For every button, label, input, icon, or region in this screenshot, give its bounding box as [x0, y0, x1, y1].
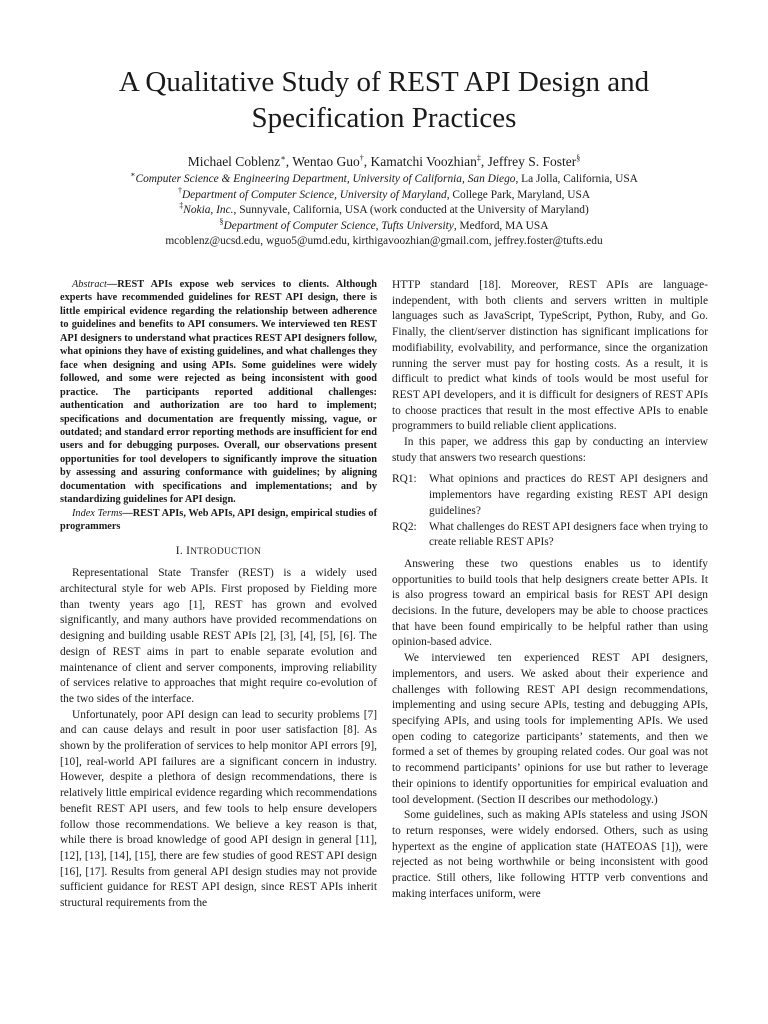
affiliation-1: [0, 172, 768, 188]
affiliation-2: [0, 185, 768, 204]
affiliation-place: , Medford, MA USA: [453, 219, 549, 232]
rq-text: What challenges do REST API designers face when trying to create reliable REST APIs?: [429, 520, 708, 549]
paragraph: Representational State Transfer (REST) is a widely used architectural style for web APIs. First proposed by Fielding more than twenty years ago [1], REST has grown and evolved significantly, and many authors have provided recommendations on designing and building usable REST APIs [2], [3], [4], [5], [6]. The design of REST aims in part to enable separate evolution and maintenance of client and server components, improving reliability of services relative to approaches that might require co-evolution of the two sides of the interface.: [60, 567, 377, 705]
affiliation-mark: †: [177, 185, 182, 195]
left-column: [60, 278, 377, 912]
author-list: Michael Coblenz∗, Wentao Guo†, Kamatchi Voozhian‡, Jeffrey S. Foster§: [187, 153, 581, 169]
section-initial: I: [186, 544, 191, 557]
abstract-text: —REST APIs expose web services to clients. Although experts have recommended guidelines for REST API design, there is little empirical evidence regarding the relationship between adherence to guidelines and benefits to API consumers. We interviewed ten REST API designers to understand what practices REST API designers follow, what opinions they have of existing guidelines, and what challenges they face when designing and using APIs. Some guidelines were widely followed, and some were rejected as being inconsistent with good practice. The participants reported additional challenges: authentication and authorization are too hard to implement; specifications and documentation are frequently missing, vague, or outdated; and standard error reporting methods are insufficient for end users and for debugging purposes. Overall, our observations present opportunities for tool developers to significantly improve the situation by assessing and assuring conformance with guidelines; by aligning documentation with specifications and implementations; and by standardizing guidelines for API design.: [60, 279, 377, 506]
index-terms-text: —REST APIs, Web APIs, API design, empirical studies of programmers: [60, 507, 377, 533]
affiliation-place: , Sunnyvale, California, USA (work conducted at the University of Maryland): [233, 204, 589, 217]
paragraph: In this paper, we address this gap by conducting an interview study that answers two research questions:: [392, 436, 708, 464]
index-terms: [60, 507, 377, 534]
author-mark: ∗: [280, 153, 286, 163]
author-mark: †: [359, 153, 364, 163]
research-question-1: [392, 472, 708, 519]
paragraph: Unfortunately, poor API design can lead to security problems [7] and can cause delays and result in poor user satisfaction [8]. As shown by the proliferation of services to help monitor API errors [9], [10], real-world API failures are a significant concern in industry. However, despite a plethora of design recommendations, there is relatively little empirical evidence regarding which recommendations benefit REST API users, and few tools to help ensure developers follow those recommendations. We believe a key reason is that, while there is broad knowledge of good API design in general [11], [12], [13], [14], [15], there are few studies of good REST API design [16], [17]. Results from general API design studies may not provide sufficient guidance for REST API design, since REST APIs inherit structural requirements from the: [60, 708, 377, 910]
affiliation-mark: ∗: [130, 170, 136, 180]
affiliation-place: , College Park, Maryland, USA: [446, 188, 591, 201]
affiliations: [0, 172, 768, 234]
abstract-lead: Abstract: [72, 279, 107, 290]
section-heading-introduction: [60, 544, 377, 561]
paragraph: Some guidelines, such as making APIs stateless and using JSON to return responses, were widely endorsed. Others, such as using hypertext as the engine of application state (HATEOAS [1]), were rejected as not being worthwhile or being inconsistent with good practice. Still others, like following HTTP verb conventions and making interfaces uniform, were: [392, 809, 708, 900]
affiliation-dept: Computer Science & Engineering Department, University of California, San Diego: [135, 173, 516, 185]
rq-label: RQ2:: [392, 520, 417, 533]
section-rest: NTRODUCTION: [190, 546, 262, 557]
affiliation-dept: Department of Computer Science, Tufts University: [223, 219, 454, 232]
author-name: Jeffrey S. Foster: [487, 154, 577, 169]
author-mark: ‡: [476, 153, 481, 163]
research-question-2: [392, 520, 708, 551]
index-terms-lead: Index Terms: [72, 507, 123, 519]
author-mark: §: [576, 153, 581, 163]
paragraph: Answering these two questions enables us to identify opportunities to build tools that help designers create better APIs. It is also progress toward an empirical basis for REST API design decisions. In the future, developers may be able to choose practices that have been found empirically to be helpful rather than using opinion-based advice.: [392, 557, 708, 649]
author-name: Michael Coblenz: [187, 154, 281, 169]
affiliation-mark: §: [219, 216, 224, 226]
affiliation-3: [0, 203, 768, 219]
rq-label: RQ1:: [392, 473, 417, 486]
abstract: [60, 278, 377, 507]
affiliation-mark: ‡: [179, 201, 184, 211]
title-line-1: A Qualitative Study of REST API Design and: [118, 66, 650, 98]
rq-text: What opinions and practices do REST API designers and implementors have regarding existing REST API design guidelines?: [429, 473, 708, 517]
affiliation-dept: Nokia, Inc.: [183, 204, 234, 217]
author-name: Kamatchi Voozhian: [370, 154, 477, 169]
section-numeral: I.: [175, 544, 187, 557]
right-column: [392, 278, 708, 902]
author-emails: mcoblenz@ucsd.edu, wguo5@umd.edu, kirthigavoozhian@gmail.com, jeffrey.foster@tufts.edu: [165, 235, 603, 247]
affiliation-4: [0, 216, 768, 235]
paragraph: We interviewed ten experienced REST API designers, implementors, and users. We asked about their experience and challenges with following REST API design recommendations, implementing and using secure APIs, testing and debugging APIs, specifying APIs, and using tools for implementing APIs. We used open coding to categorize participants’ statements, and then we formed a set of themes by grouping related codes. Our goal was not to recommend participants’ opinions for use but rather to leverage their opinions to identify opportunities for empirical evaluation and tool development. (Section II describes our methodology.): [392, 652, 708, 806]
paragraph: HTTP standard [18]. Moreover, REST APIs are language-independent, with both clients and servers written in multiple languages such as JavaScript, TypeScript, Python, Ruby, and Go. Finally, the client/server distinction has significant implications for modifiability, evolvability, and performance, since the organization running the server must pay for hosting costs. As a result, it is difficult to predict what kinds of tools would be most useful for REST API developers, and it is difficult for designers of REST APIs to choose practices that result in the most effective APIs to enable programmers to build reliable client applications.: [392, 279, 708, 433]
affiliation-place: , La Jolla, California, USA: [515, 173, 638, 185]
author-name: Wentao Guo: [292, 154, 360, 169]
title-line-2: Specification Practices: [251, 102, 517, 134]
affiliation-dept: Department of Computer Science, University of Maryland: [181, 188, 447, 201]
paper-title: [0, 64, 768, 136]
